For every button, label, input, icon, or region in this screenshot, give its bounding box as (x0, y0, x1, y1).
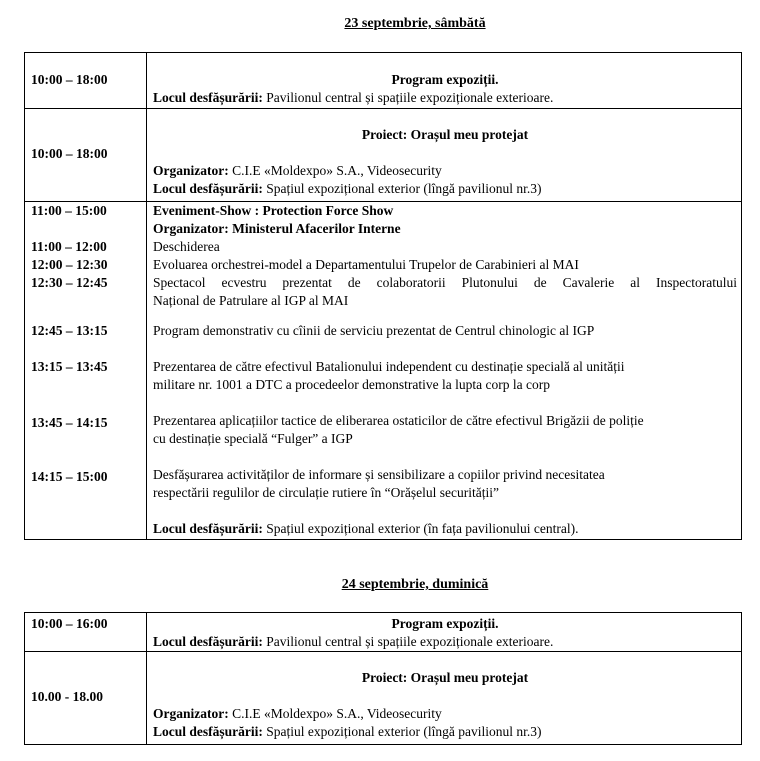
time-cell: 10:00 – 16:00 (25, 613, 147, 652)
table-row (25, 613, 742, 652)
time-cell: 10:00 – 18:00 (25, 53, 147, 109)
activity-text: Program demonstrativ cu cîinii de serviciu prezentat de Centrul chinologic al IGP (153, 323, 595, 338)
location-label: Locul desfășurării: (153, 181, 263, 196)
event-show-title: Eveniment-Show : Protection Force Show (153, 203, 394, 218)
day-title: 23 septembrie, sâmbătă (344, 16, 486, 31)
project-heading: Proiect: Orașul meu protejat (361, 670, 529, 685)
activity-text: Deschiderea (153, 239, 220, 254)
activity-text: Spectacol ecvestru prezentat de colaboratorii Plutonului de Cavalerie al Inspectoratului (153, 275, 737, 290)
activity-text: Evoluarea orchestrei-model a Departamentului Trupelor de Carabinieri al MAI (153, 257, 579, 272)
activity-text: Prezentarea aplicațiilor tactice de eliberarea ostaticilor de către efectivul Brigăzii de poliție (153, 413, 644, 428)
location-label: Locul desfășurării: (153, 521, 263, 536)
time-cell: 11:00 – 15:00 11:00 – 12:00 12:00 – 12:30 12:30 – 12:45 12:45 – 13:15 13:15 – 13:45 13:45 – 14:15 14:15 – 15:00 (25, 202, 147, 540)
location-text: Spațiul expozițional exterior (în fața pavilionului central). (266, 521, 579, 536)
event-cell (147, 202, 742, 540)
organizer-label: Organizator: (153, 163, 229, 178)
table-row (25, 53, 742, 109)
organizer-label: Organizator: (153, 706, 229, 721)
location-label: Locul desfășurării: (153, 724, 263, 739)
location-text: Pavilionul central și spațiile expoziționale exterioare. (266, 634, 554, 649)
activity-text: militare nr. 1001 a DTC a procedeelor demonstrative la lupta corp la corp (153, 377, 550, 392)
day-title: 24 septembrie, duminică (341, 577, 489, 592)
organizer-text: C.I.E «Moldexpo» S.A., Videosecurity (232, 163, 442, 178)
location-text: Pavilionul central și spațiile expoziționale exterioare. (266, 90, 554, 105)
activity-text: Prezentarea de către efectivul Batalionului independent cu destinație specială al unității (153, 359, 625, 374)
time-cell: 10:00 – 18:00 (25, 109, 147, 202)
table-row (25, 202, 742, 540)
event-cell (147, 652, 742, 745)
event-heading: Program expoziții. (391, 72, 499, 87)
project-heading: Proiect: Orașul meu protejat (361, 127, 529, 142)
event-cell (147, 109, 742, 202)
activity-text: cu destinație specială “Fulger” a IGP (153, 431, 353, 446)
location-text: Spațiul expozițional exterior (lîngă pavilionul nr.3) (266, 181, 542, 196)
location-label: Locul desfășurării: (153, 90, 263, 105)
activity-text: Desfășurarea activităților de informare și sensibilizare a copiilor privind necesitatea (153, 467, 605, 482)
event-cell (147, 613, 742, 652)
event-cell (147, 53, 742, 109)
activity-text: respectării regulilor de circulație rutiere în “Orășelul securității” (153, 485, 499, 500)
time-cell: 10.00 - 18.00 (25, 652, 147, 745)
location-text: Spațiul expozițional exterior (lîngă pavilionul nr.3) (266, 724, 542, 739)
location-label: Locul desfășurării: (153, 634, 263, 649)
table-row (25, 109, 742, 202)
event-heading: Program expoziții. (391, 616, 499, 631)
schedule-table (24, 52, 742, 540)
schedule-table (24, 612, 742, 745)
activity-text: Național de Patrulare al IGP al MAI (153, 293, 349, 308)
table-row (25, 652, 742, 745)
organizer-text: C.I.E «Moldexpo» S.A., Videosecurity (232, 706, 442, 721)
event-organizer: Organizator: Ministerul Afacerilor Interne (153, 221, 401, 236)
